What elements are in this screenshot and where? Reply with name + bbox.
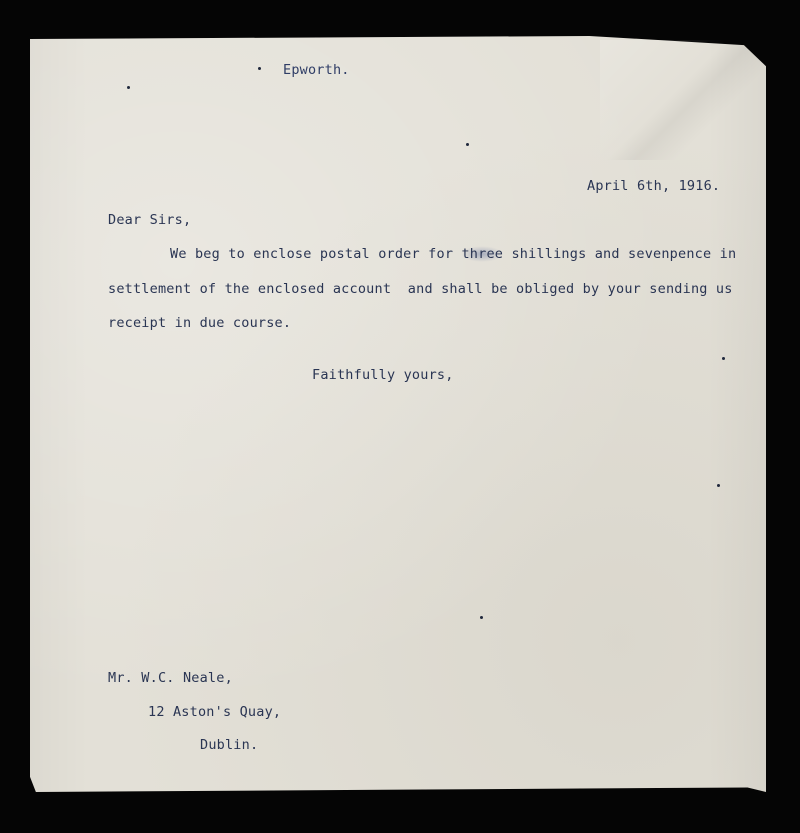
body-line-1-start: We beg to enclose postal order for (170, 246, 462, 262)
recipient-name: Mr. W.C. Neale, (108, 670, 233, 686)
letter-date: April 6th, 1916. (587, 178, 721, 194)
salutation: Dear Sirs, (108, 212, 192, 228)
ink-speck (717, 484, 720, 487)
recipient-street: 12 Aston's Quay, (148, 704, 282, 720)
closing: Faithfully yours, (312, 367, 454, 383)
body-line-1 (170, 246, 736, 262)
ink-speck (722, 357, 725, 360)
ink-speck (480, 616, 483, 619)
body-line-1-end: shillings and sevenpence in (503, 246, 737, 262)
body-line-3: receipt in due course. (108, 315, 292, 331)
ink-speck (127, 86, 130, 89)
letterhead-place: Epworth. (283, 62, 350, 78)
ink-speck (466, 143, 469, 146)
smudged-word: three (461, 246, 504, 262)
ink-speck (258, 67, 261, 70)
recipient-city: Dublin. (200, 737, 259, 753)
body-line-2: settlement of the enclosed account and shall be obliged by your sending us (108, 281, 733, 297)
